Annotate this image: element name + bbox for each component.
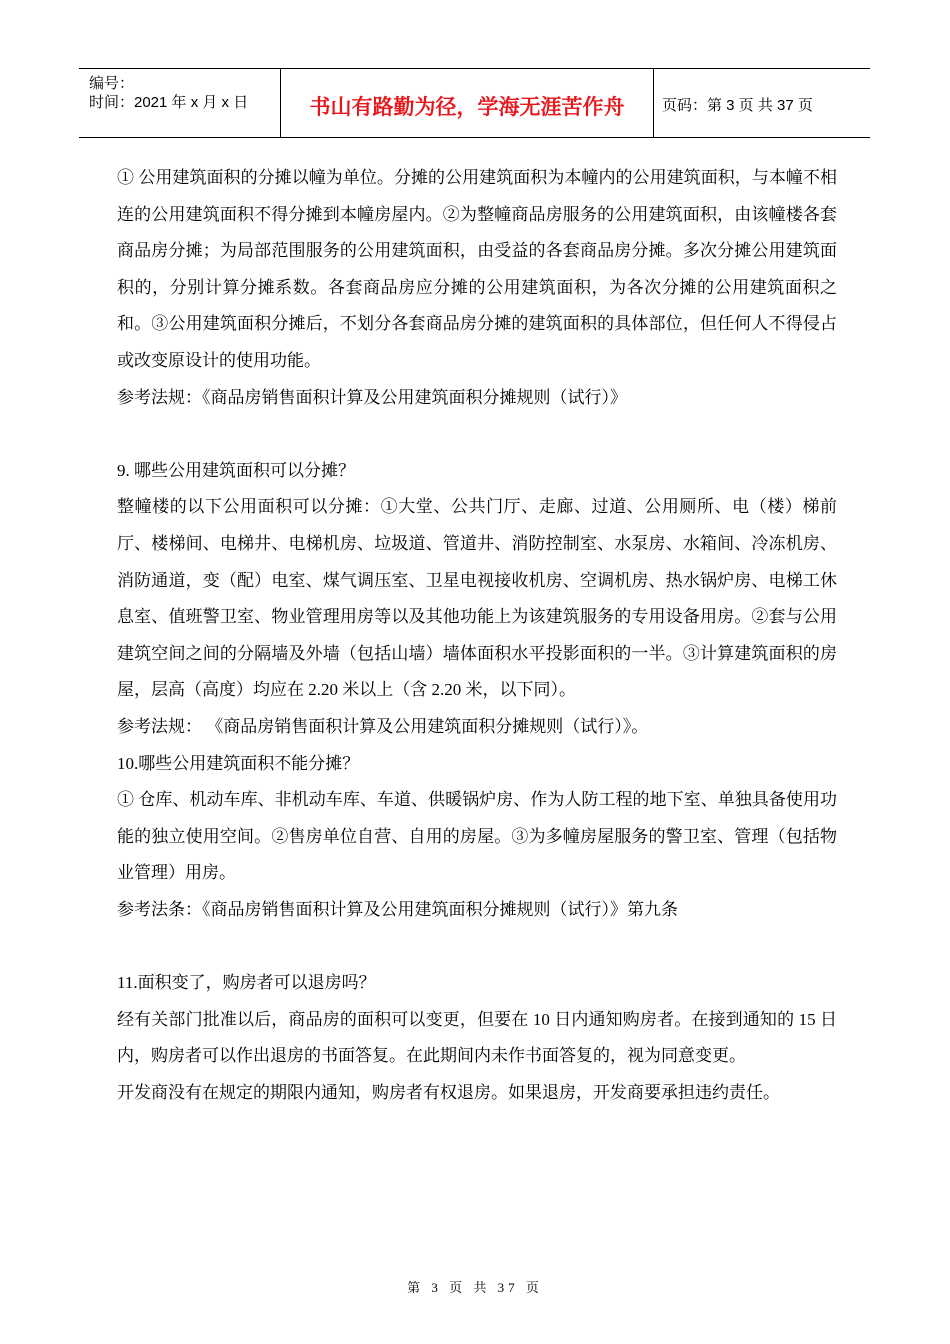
answer-9: 整幢楼的以下公用面积可以分摊：①大堂、公共门厅、走廊、过道、公用厕所、电（楼）梯前厅、楼梯间、电梯井、电梯机房、垃圾道、管道井、消防控制室、水泵房、水箱间、冷冻机房、消防通道，变（配）电室、煤气调压室、卫星电视接收机房、空调机房、热水锅炉房、电梯工休息室、值班警卫室、物业管理用房等以及其他功能上为该建筑服务的专用设备用房。②套与公用建筑空间之间的分隔墙及外墙（包括山墙）墙体面积水平投影面积的一半。③计算建筑面积的房屋，层高（高度）均应在 2.20 米以上（含 2.20 米，以下同）。 bbox=[117, 497, 837, 700]
page-header bbox=[79, 68, 870, 138]
answer-10: ① 仓库、机动车库、非机动车库、车道、供暖锅炉房、作为人防工程的地下室、单独具备使用功能的独立使用空间。②售房单位自营、自用的房屋。③为多幢房屋服务的警卫室、管理（包括物业管理）用房。 bbox=[117, 790, 837, 883]
reference-10: 参考法条：《商品房销售面积计算及公用建筑面积分摊规则（试行）》第九条 bbox=[117, 899, 678, 919]
reference-9: 参考法规： 《商品房销售面积计算及公用建筑面积分摊规则（试行）》。 bbox=[117, 716, 649, 736]
answer-11-part-2: 开发商没有在规定的期限内通知，购房者有权退房。如果退房，开发商要承担违约责任。 bbox=[117, 1082, 780, 1102]
paragraph-apportion-rules: ① 公用建筑面积的分摊以幢为单位。分摊的公用建筑面积为本幢内的公用建筑面积，与本幢不相连的公用建筑面积不得分摊到本幢房屋内。②为整幢商品房服务的公用建筑面积，由该幢楼各套商品房分摊；为局部范围服务的公用建筑面积，由受益的各套商品房分摊。多次分摊公用建筑面积的，分别计算分摊系数。各套商品房应分摊的公用建筑面积，为各次分摊的公用建筑面积之和。③公用建筑面积分摊后，不划分各套商品房分摊的建筑面积的具体部位，但任何人不得侵占或改变原设计的使用功能。 bbox=[117, 168, 837, 370]
header-motto-cell bbox=[280, 69, 654, 137]
header-info-cell bbox=[79, 69, 280, 137]
answer-11-part-1: 经有关部门批准以后，商品房的面积可以变更，但要在 10 日内通知购房者。在接到通知的 15 日内，购房者可以作出退房的书面答复。在此期间内未作书面答复的，视为同意变更。 bbox=[117, 1009, 837, 1066]
header-page-info: 页码：第 3 页 共 37 页 bbox=[662, 97, 813, 114]
page-footer-number: 第 3 页 共 37 页 bbox=[407, 1280, 543, 1295]
paragraph-spacer bbox=[117, 928, 837, 965]
question-9: 9. 哪些公用建筑面积可以分摊？ bbox=[117, 460, 355, 480]
question-10: 10.哪些公用建筑面积不能分摊？ bbox=[117, 753, 360, 773]
header-motto: 书山有路勤为径，学海无涯苦作舟 bbox=[309, 95, 625, 119]
document-number-label: 编号： bbox=[89, 75, 135, 92]
question-11: 11.面积变了，购房者可以退房吗？ bbox=[117, 973, 376, 993]
paragraph-reference: 参考法规：《商品房销售面积计算及公用建筑面积分摊规则（试行）》 bbox=[117, 387, 627, 407]
document-time-label: 时间：2021 年 x 月 x 日 bbox=[89, 94, 249, 111]
document-body bbox=[117, 160, 837, 1111]
paragraph-spacer bbox=[117, 416, 837, 453]
header-page-cell bbox=[653, 69, 870, 137]
